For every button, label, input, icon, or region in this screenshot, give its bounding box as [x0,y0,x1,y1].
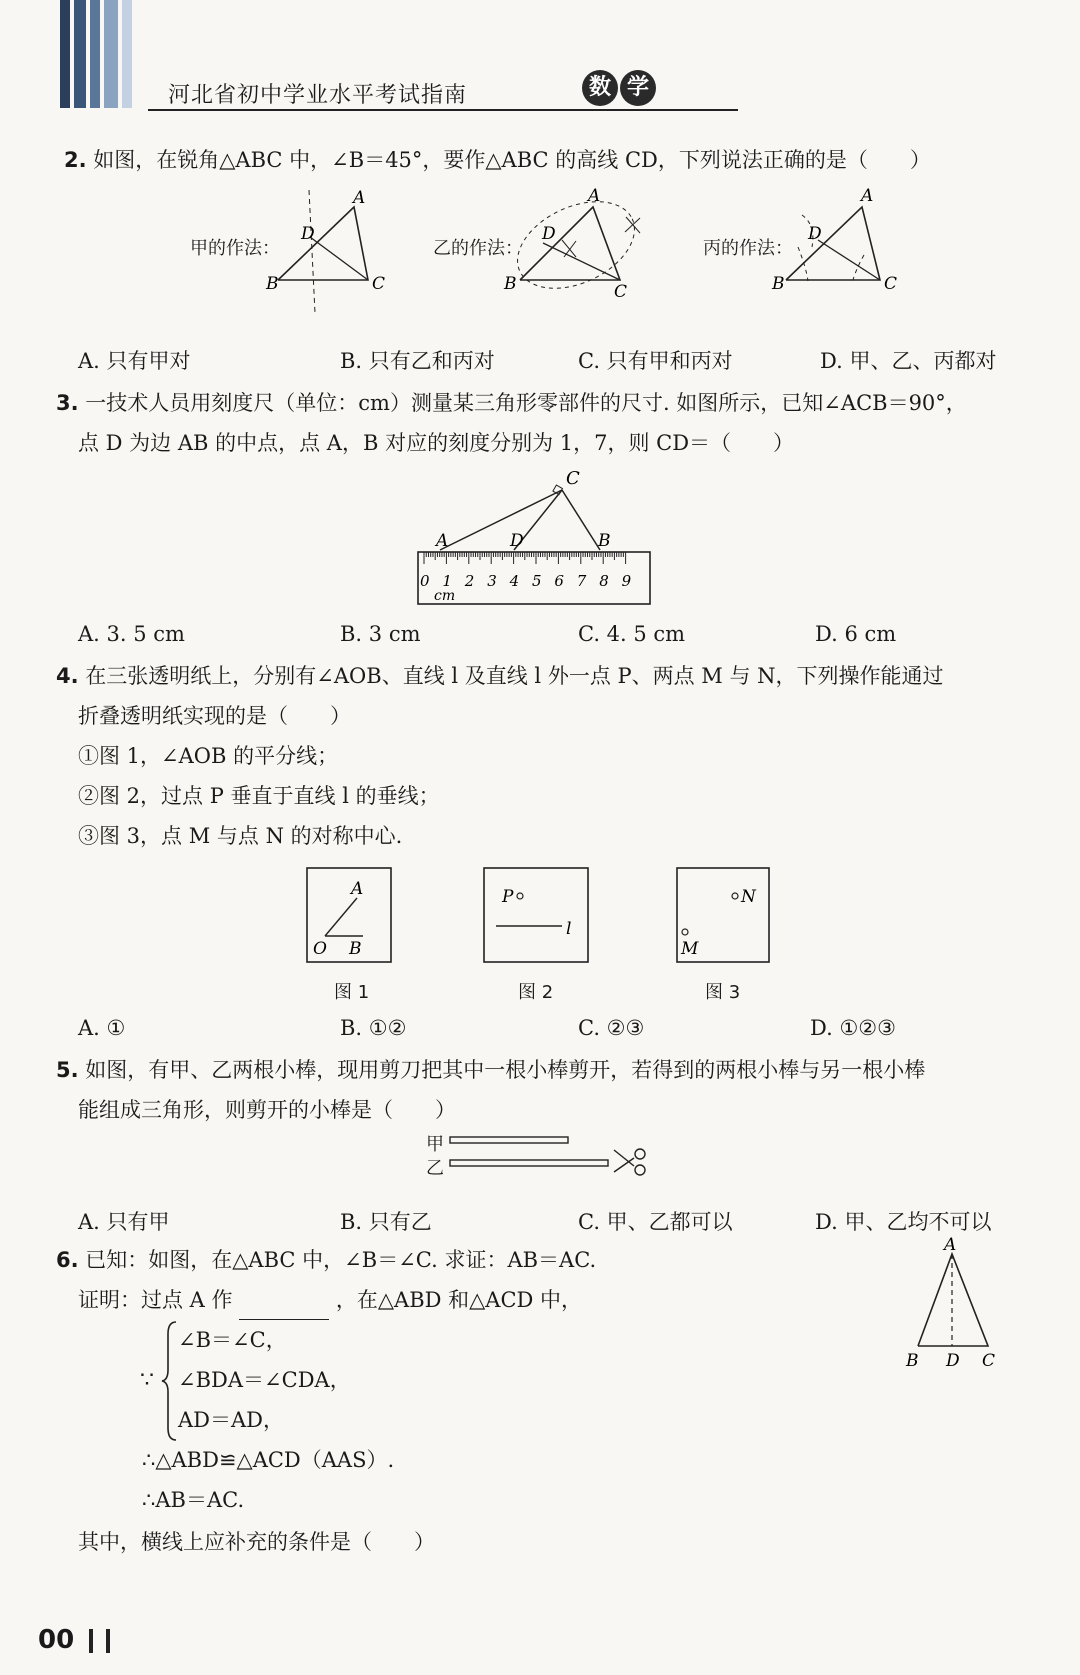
svg-text:P: P [502,887,514,907]
svg-text:A: A [944,1236,957,1255]
q4-option-a: A. ① [78,1016,126,1040]
header-divider [148,109,738,111]
svg-text:D: D [301,224,315,244]
question-6-line1 [56,1240,596,1280]
scissors-icon [614,1149,645,1175]
q2-figure-yi [498,185,653,315]
svg-text:D: D [510,531,524,551]
svg-text:B: B [349,939,362,959]
ruler-tick-label: 8 [599,572,609,590]
svg-text:A: A [588,186,601,206]
ruler-tick-label: 1 [442,572,452,590]
q4-fig3-caption: 图 3 [705,982,741,1003]
ruler-tick-label: 5 [532,572,542,590]
ruler-tick-label: 2 [464,572,475,590]
svg-text:O: O [313,939,327,959]
stick-jia [450,1137,568,1143]
svg-text:D: D [946,1351,960,1371]
question-5-line2: 能组成三角形，则剪开的小棒是（ ） [78,1098,456,1122]
svg-text:B: B [598,531,611,551]
q4-option-b: B. ①② [340,1016,407,1040]
stick-yi-label: 乙 [426,1158,444,1179]
proof-condition-2: ∠BDA＝∠CDA， [178,1368,351,1392]
question-4-item1: ①图 1，∠AOB 的平分线； [78,744,339,768]
svg-text:B: B [266,274,279,294]
q4-fig2-caption: 图 2 [518,982,554,1003]
svg-text:M: M [681,939,699,959]
question-2-number: 2. [64,148,87,172]
q3-option-b: B. 3 cm [340,622,421,646]
q2-fig-bing-label: 丙的作法： [703,238,793,259]
subject-badge [582,70,656,106]
proof-blank [239,1297,329,1320]
svg-text:A: A [861,186,874,206]
subject-char-2: 学 [620,70,656,106]
page-number [38,1625,110,1655]
q2-figure-jia [260,185,390,315]
question-4-line2: 折叠透明纸实现的是（ ） [78,704,351,728]
svg-text:D: D [542,224,556,244]
svg-text:A: A [436,531,449,551]
svg-text:A: A [351,879,364,899]
proof-end: ，在△ABD 和△ACD 中， [335,1288,583,1312]
q6-triangle-figure [898,1236,1008,1376]
q3-option-d: D. 6 cm [815,622,897,646]
proof-therefore-2: ∴AB＝AC. [142,1488,245,1512]
q2-option-c: C. 只有甲和丙对 [578,349,733,373]
ruler-tick-label: 9 [621,572,632,590]
q2-option-d: D. 甲、乙、丙都对 [820,349,997,373]
question-3-line2: 点 D 为边 AB 的中点，点 A，B 对应的刻度分别为 1，7，则 CD＝（ ） [78,431,795,455]
q5-sticks-figure [448,1132,658,1180]
question-5-line1 [56,1050,925,1090]
svg-text:N: N [741,887,756,907]
question-6-number: 6. [56,1248,79,1272]
header-title: 河北省初中学业水平考试指南 [168,83,468,108]
svg-text:C: C [372,274,386,294]
q3-option-a: A. 3. 5 cm [78,622,185,646]
q5-option-b: B. 只有乙 [340,1210,432,1234]
ruler-tick-label: 6 [554,572,564,590]
svg-text:C: C [982,1351,996,1371]
svg-text:B: B [504,274,517,294]
stick-jia-label: 甲 [426,1134,444,1155]
subject-char-1: 数 [582,70,618,106]
q3-option-c: C. 4. 5 cm [578,622,686,646]
q2-option-b: B. 只有乙和丙对 [340,349,495,373]
proof-condition-3: AD＝AD， [178,1408,285,1432]
q4-fig1-caption: 图 1 [334,982,370,1003]
question-5-stem-1: 如图，有甲、乙两根小棒，现用剪刀把其中一根小棒剪开，若得到的两根小棒与另一根小棒 [85,1058,926,1082]
question-4-stem-1: 在三张透明纸上，分别有∠AOB、直线 l 及直线 l 外一点 P、两点 M 与 N，下列操作能通过 [85,664,944,688]
ruler-tick-label: 4 [509,572,520,590]
q2-fig-jia-label: 甲的作法： [190,238,280,259]
question-5-number: 5. [56,1058,79,1082]
q2-fig-yi-label: 乙的作法： [433,238,523,259]
q4-figure-1 [305,866,395,966]
svg-text:l: l [566,919,572,939]
proof-condition-1: ∠B＝∠C， [178,1328,287,1352]
q3-ruler-figure [410,470,660,610]
svg-text:C: C [566,470,580,489]
q2-option-a: A. 只有甲对 [78,349,191,373]
question-4-number: 4. [56,664,79,688]
svg-text:B: B [906,1351,919,1371]
ruler-tick-label: 0 [420,572,430,590]
ruler-tick-label: 3 [487,572,497,590]
ruler-ticks [424,552,626,564]
q4-option-c: C. ②③ [578,1016,645,1040]
proof-start: 证明：过点 A 作 [78,1288,233,1312]
svg-text:C: C [614,282,628,302]
question-2-stem: 如图，在锐角△ABC 中，∠B＝45°，要作△ABC 的高线 CD，下列说法正确的是（ ） [93,148,931,172]
q2-figure-bing [768,185,908,315]
q5-option-d: D. 甲、乙均不可以 [815,1210,992,1234]
ruler-tick-label: 7 [576,572,587,590]
q5-option-a: A. 只有甲 [78,1210,170,1234]
svg-text:D: D [808,224,822,244]
svg-text:B: B [772,274,785,294]
question-6-proof-line [78,1280,582,1320]
q4-figure-2 [482,866,592,966]
question-6-ask: 其中，横线上应补充的条件是（ ） [78,1530,435,1554]
question-3-stem-1: 一技术人员用刻度尺（单位：cm）测量某三角形零部件的尺寸. 如图所示，已知∠ACB＝90°， [85,391,967,415]
question-3-line1 [56,383,967,423]
q4-figure-3 [675,866,775,966]
brace-symbol [160,1320,180,1442]
question-2-text [64,140,931,180]
question-3-number: 3. [56,391,79,415]
question-4-item3: ③图 3，点 M 与点 N 的对称中心. [78,824,403,848]
q5-option-c: C. 甲、乙都可以 [578,1210,733,1234]
svg-text:C: C [884,274,898,294]
question-4-item2: ②图 2，过点 P 垂直于直线 l 的垂线； [78,784,440,808]
stick-yi [450,1160,608,1166]
question-6-stem: 已知：如图，在△ABC 中，∠B＝∠C. 求证：AB＝AC. [85,1248,597,1272]
page-number-text: 00 [38,1625,75,1655]
question-4-line1 [56,656,944,696]
header-stripes-decoration [60,0,140,108]
ruler-unit: cm [434,588,456,604]
svg-text:A: A [353,188,366,208]
because-symbol: ∵ [140,1368,154,1393]
q4-option-d: D. ①②③ [810,1016,896,1040]
proof-therefore-1: ∴△ABD≌△ACD（AAS）. [142,1448,395,1472]
